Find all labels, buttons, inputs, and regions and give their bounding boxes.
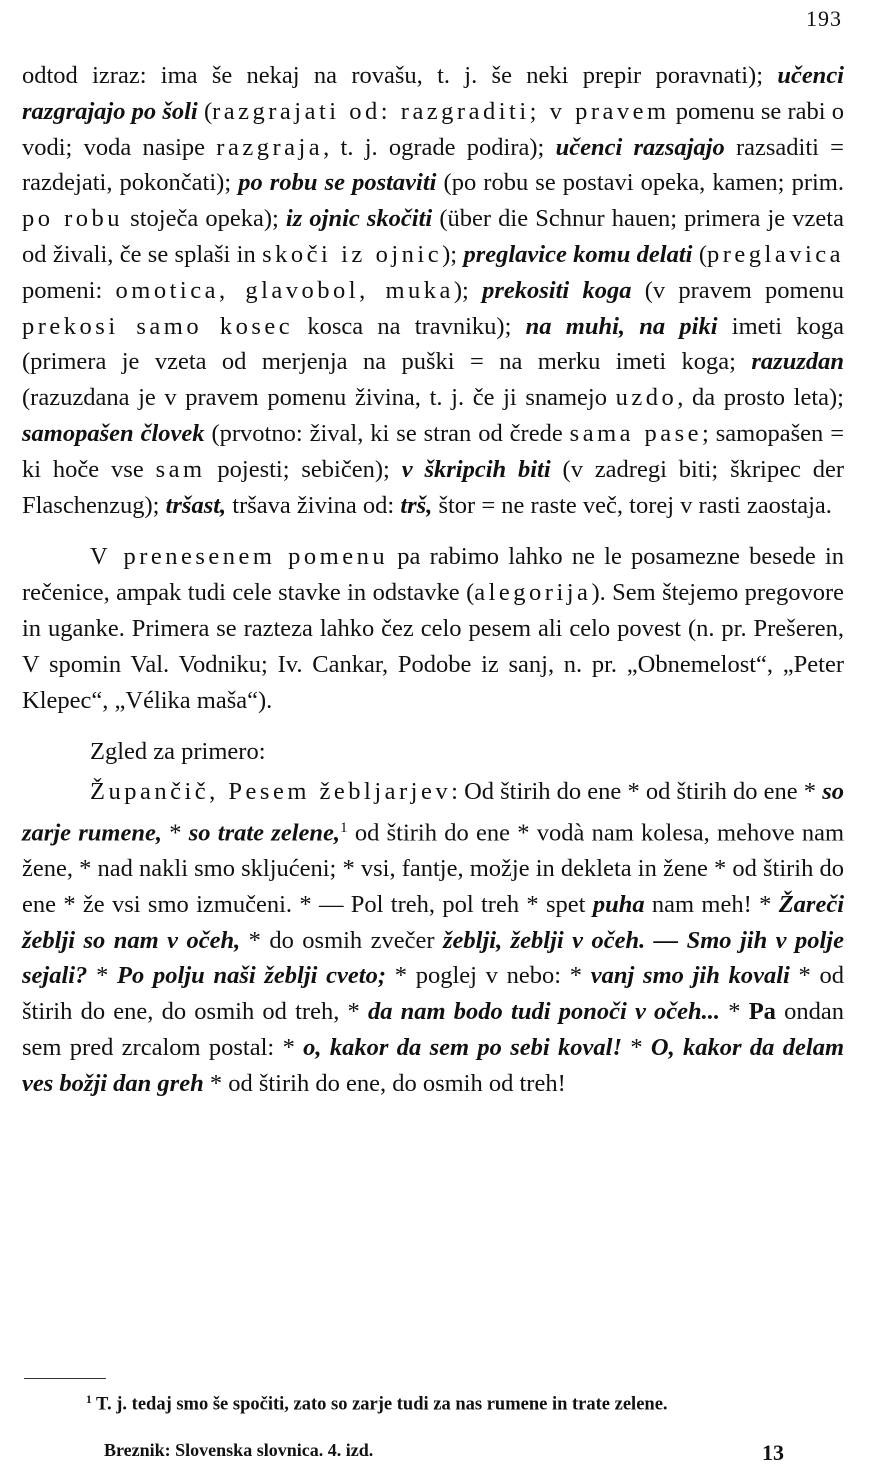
footer-imprint: Breznik: Slovenska slovnica. 4. izd. bbox=[104, 1440, 374, 1460]
text-run: ). Sem štejemo pregovore in uganke. Primera se razteza lahko čez celo pesem ali celo povest (n. pr. Prešeren, V spomin Val. Vodniku; Iv. Cankar, Podobe iz sanj, n. pr. „Obnemelost“, „Peter Klepec“, „Vélika maša“). bbox=[22, 579, 844, 714]
footnote-divider bbox=[24, 1378, 106, 1379]
text-run: nam meh! * bbox=[644, 890, 779, 918]
text-run: tršava živina od: bbox=[226, 491, 401, 519]
text-run: * bbox=[87, 962, 118, 990]
text-run: (prvotno: žival, ki se stran od črede bbox=[204, 419, 570, 447]
page-footer bbox=[104, 1440, 784, 1466]
paragraph-2 bbox=[22, 539, 844, 718]
text-run: ); bbox=[442, 240, 464, 268]
paragraph-1 bbox=[22, 58, 844, 523]
example-phrase: so trate zelene, bbox=[188, 819, 341, 847]
text-run: ( bbox=[692, 240, 707, 268]
text-run: (razuzdana je v pravem pomenu živina, t. j. če ji snamejo bbox=[22, 384, 616, 412]
example-phrase: preglavice komu delati bbox=[463, 240, 693, 268]
text-run: * bbox=[720, 998, 749, 1026]
text-run: razsaditi = razdejati, pokončati); bbox=[22, 133, 844, 197]
example-phrase: po robu se postaviti bbox=[238, 169, 437, 197]
spaced-text: omotica, glavobol, muka bbox=[115, 276, 454, 304]
example-phrase: Žareči žeblji so nam v očeh, bbox=[22, 890, 845, 954]
spaced-text: razgraja bbox=[216, 133, 324, 161]
signature-mark: 13 bbox=[762, 1440, 784, 1465]
text-run: , da prosto leta); bbox=[677, 384, 844, 412]
spaced-text: razgrajati od: razgraditi; v pravem bbox=[212, 97, 670, 125]
spaced-text: po robu bbox=[22, 205, 124, 233]
example-phrase: so zarje rumene, bbox=[22, 778, 844, 847]
paragraph-3 bbox=[22, 734, 844, 770]
footnote-mark: 1 bbox=[86, 1394, 92, 1406]
spaced-text: sama pase bbox=[569, 419, 702, 447]
text-run: * bbox=[161, 819, 189, 847]
text-run: od štirih do ene * vodà nam kolesa, mehove nam žene, * nad nakli smo skljućeni; * vsi, fantje, možje in dekleta in žene * od štirih do ene * že vsi smo izmučeni. * — Pol treh, pol treh * spet bbox=[22, 819, 844, 918]
example-phrase: da nam bodo tudi ponoči v očeh... bbox=[367, 998, 721, 1026]
text-run: pa rabimo lahko ne le posamezne besede in rečenice, ampak tudi cele stavke in odstavke ( bbox=[22, 543, 845, 607]
example-phrase: na muhi, na piki bbox=[525, 312, 718, 340]
text-run: imeti koga (primera je vzeta od merjenja na puški = na merku imeti koga; bbox=[22, 312, 844, 376]
example-phrase: tršast, bbox=[165, 491, 227, 519]
text-run: kosca na travniku); bbox=[293, 312, 526, 340]
text-run: pojesti; sebičen); bbox=[205, 455, 402, 483]
text-run: * od štirih do ene, do osmih od treh, * bbox=[22, 962, 845, 1026]
text-run: : Od štirih do ene * od štirih do ene * bbox=[451, 778, 823, 806]
text-run: (po robu se postavi opeka, kamen; prim. bbox=[436, 169, 844, 197]
example-phrase: samopašen človek bbox=[22, 419, 205, 447]
text-run: * bbox=[621, 1034, 651, 1062]
text-run: (v pravem pomenu bbox=[631, 276, 844, 304]
text-run: * od štirih do ene, do osmih od treh! bbox=[203, 1069, 566, 1097]
example-phrase: prekositi koga bbox=[482, 276, 632, 304]
page-number: 193 bbox=[806, 6, 842, 31]
text-run: ); bbox=[453, 276, 483, 304]
spaced-text: uzdo bbox=[615, 384, 678, 412]
footnote-ref: 1 bbox=[340, 818, 348, 836]
text-run: Zgled za primero: bbox=[90, 738, 266, 766]
example-phrase: žeblji, žeblji v očeh. — Smo jih v polje sejali? bbox=[22, 926, 844, 990]
example-phrase: v škripcih biti bbox=[401, 455, 551, 483]
example-phrase: puha bbox=[592, 890, 645, 918]
text-run: , t. j. ograde podira); bbox=[323, 133, 556, 161]
example-phrase: učenci razgrajajo po šoli bbox=[22, 62, 844, 125]
spaced-text: sam bbox=[155, 455, 206, 483]
text-run: odtod izraz: ima še nekaj na rovašu, t. j. še neki prepir poravnati); bbox=[22, 62, 778, 89]
example-phrase: trš, bbox=[400, 491, 433, 519]
text-run: štor = ne raste več, torej v rasti zaostaja. bbox=[432, 491, 832, 519]
spaced-text: Župančič, Pesem žebljarjev bbox=[90, 778, 452, 806]
text-run: (v zadregi biti; škripec der Flaschenzug); bbox=[22, 455, 844, 519]
example-phrase: iz ojnic skočiti bbox=[285, 205, 433, 233]
example-phrase: Po polju naši žeblji cveto; bbox=[117, 962, 387, 990]
text-run: ondan sem pred zrcalom postal: * bbox=[22, 998, 844, 1062]
example-phrase: O, kakor da delam ves božji dan greh bbox=[22, 1034, 845, 1097]
example-phrase: učenci razsajajo bbox=[555, 133, 725, 161]
spaced-text: prekosi samo kosec bbox=[22, 312, 294, 340]
example-phrase: vanj smo jih kovali bbox=[590, 962, 790, 990]
text-run: ; samopašen = ki hoče vse bbox=[22, 419, 845, 483]
spaced-text: V prenesenem pomenu bbox=[90, 543, 389, 571]
footnote bbox=[86, 1394, 844, 1415]
text-run: ( bbox=[197, 97, 213, 125]
example-phrase: o, kakor da sem po sebi koval! bbox=[303, 1034, 622, 1062]
spaced-text: preglavica bbox=[706, 240, 845, 268]
example-phrase: razuzdan bbox=[751, 348, 844, 376]
text-run: (über die Schnur hauen; primera je vzeta od živali, če se splaši in bbox=[22, 205, 844, 268]
text-run: * poglej v nebo: * bbox=[386, 962, 591, 990]
bold-word: Pa bbox=[748, 998, 776, 1026]
text-run: pomeni: bbox=[22, 276, 116, 304]
spaced-text: skoči iz ojnic bbox=[262, 240, 443, 268]
text-run: pomenu se rabi o vodi; voda nasipe bbox=[22, 97, 844, 161]
body-text bbox=[22, 58, 844, 1102]
text-run: stoječa opeka); bbox=[123, 205, 286, 233]
footnote-text: T. j. tedaj smo še spočiti, zato so zarje tudi za nas rumene in trate zelene. bbox=[96, 1394, 668, 1415]
paragraph-4 bbox=[22, 774, 844, 1102]
text-run: * do osmih zvečer bbox=[240, 926, 443, 954]
spaced-text: alegorija bbox=[474, 579, 592, 607]
